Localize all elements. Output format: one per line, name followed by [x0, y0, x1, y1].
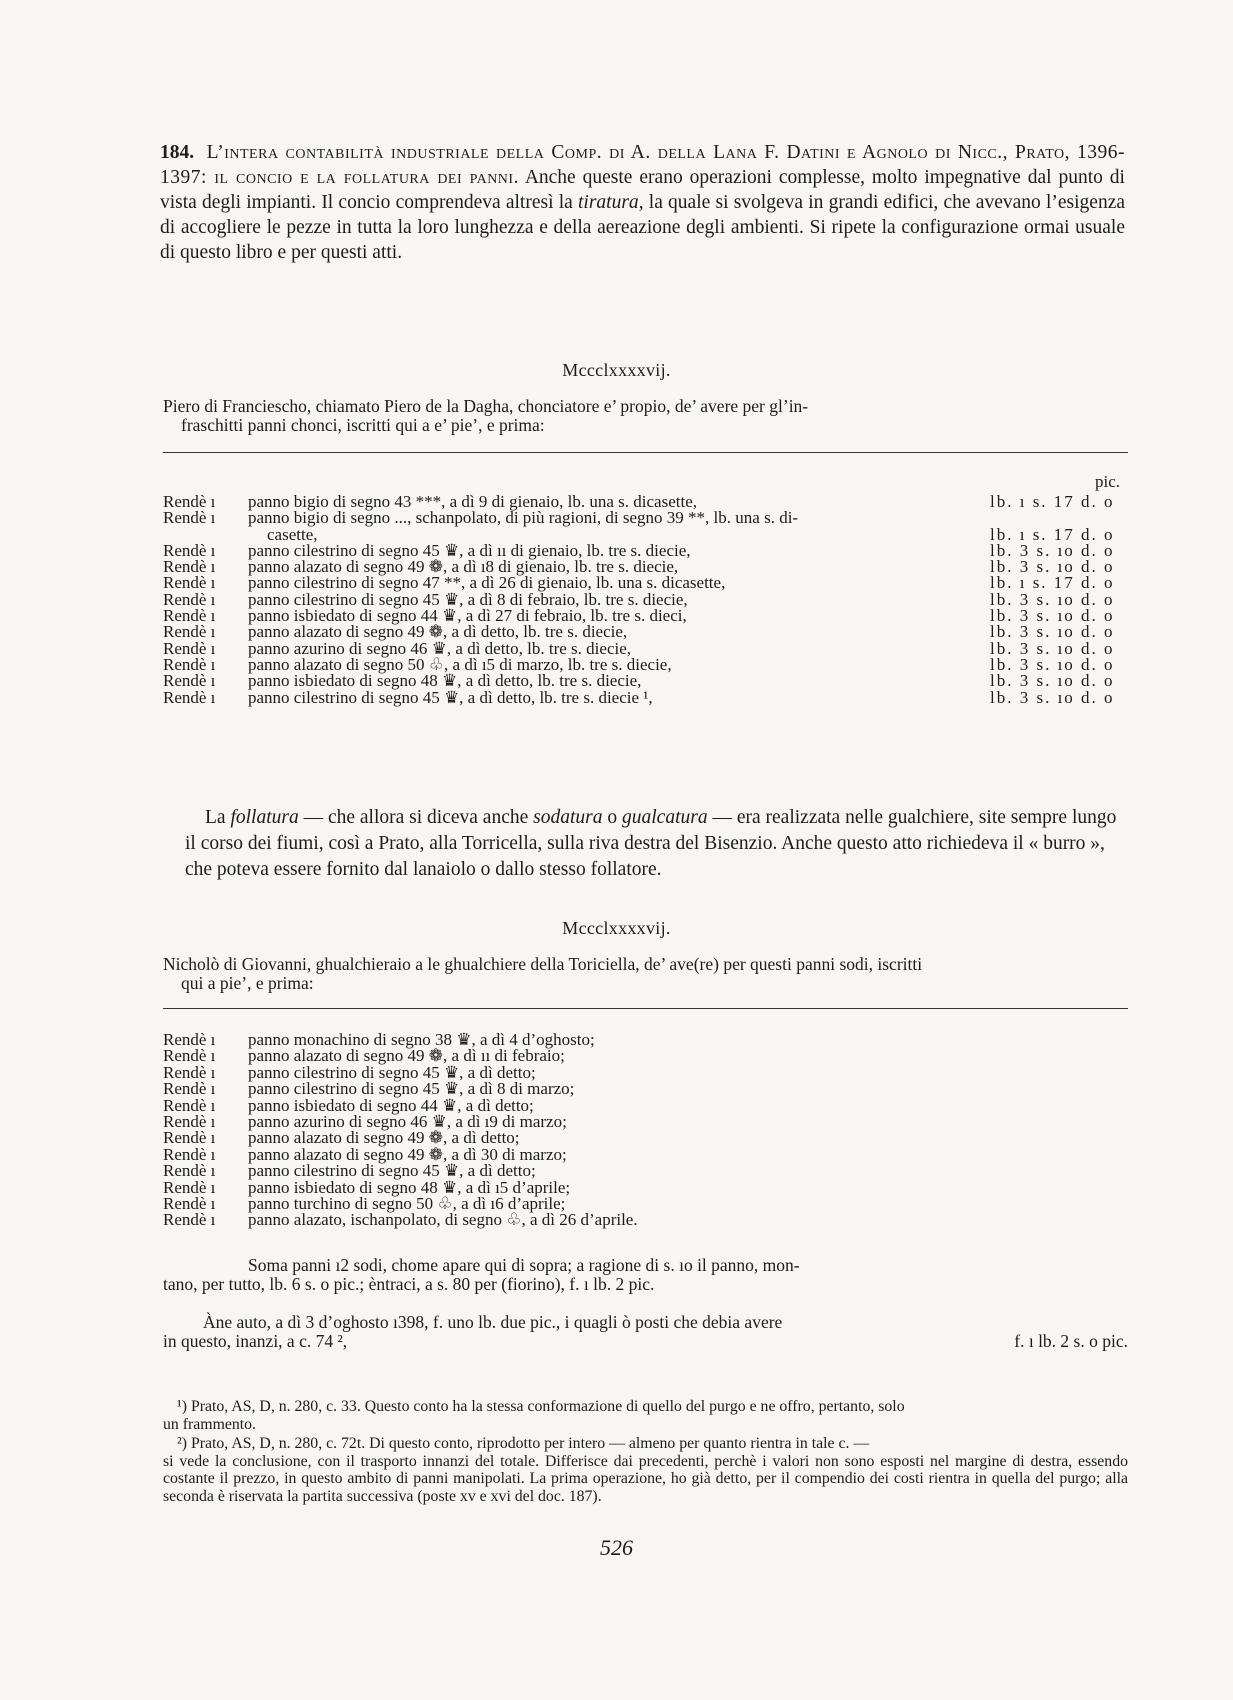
- row-label: Rendè ı: [163, 492, 216, 511]
- section1-intro-line1: Piero di Franciescho, chiamato Piero de la Dagha, chonciatore e’ propio, de’ avere per gl’in-: [163, 396, 809, 416]
- page-number: 526: [600, 1535, 633, 1560]
- row-label: Rendè ı: [163, 1030, 216, 1049]
- row-amount: lb. ı s. 17 d. o: [990, 573, 1115, 593]
- para-text: — era realizzata nelle gualchiere, site sempre lungo il corso dei fiumi, così a Prato, alla Torricella, sulla riva destra del Bisenzio. Anche questo atto richiedeva il « burro », che poteva essere fornito dal lanaiolo o dallo stesso follatore.: [185, 807, 1117, 880]
- footnote-1-line2: un frammento.: [163, 1415, 256, 1433]
- row-label: Rendè ı: [163, 1095, 216, 1115]
- row-label: Rendè ı: [163, 1161, 216, 1181]
- section1-intro-line2: fraschitti panni chonci, iscritti qui a e’ pie’, e prima:: [181, 415, 545, 435]
- row-text: panno alazato di segno 50 ♧, a dì ı5 di marzo, lb. tre s. diecie,: [248, 654, 672, 674]
- row-amount: lb. 3 s. ıo d. o: [990, 589, 1115, 609]
- row-label: Rendè ı: [163, 573, 216, 593]
- section2-year: Mccclxxxxvij.: [562, 918, 671, 938]
- row-amount: lb. ı s. 17 d. o: [990, 524, 1115, 544]
- row-text: panno alazato, ischanpolato, di segno ♧, a dì 26 d’aprile.: [248, 1210, 638, 1230]
- section1-divider: [163, 452, 1128, 453]
- row-text: casette,: [267, 524, 318, 544]
- row-text: panno isbiedato di segno 44 ♛, a dì 27 di febraio, lb. tre s. dieci,: [248, 606, 687, 626]
- row-text: panno turchino di segno 50 ♧, a dì ı6 d’aprile;: [248, 1193, 566, 1213]
- row-amount: lb. 3 s. ıo d. o: [990, 671, 1115, 691]
- row-amount: lb. 3 s. ıo d. o: [990, 540, 1115, 560]
- row-label: Rendè ı: [163, 1210, 216, 1230]
- row-text: panno alazato di segno 49 ❁, a dì ıı di febraio;: [248, 1046, 565, 1066]
- row-text: panno azurino di segno 46 ♛, a dì detto, lb. tre s. diecie,: [248, 638, 632, 658]
- document-number: 184.: [160, 142, 195, 163]
- row-text: panno azurino di segno 46 ♛, a dì ı9 di marzo;: [248, 1111, 567, 1131]
- row-text: panno isbiedato di segno 44 ♛, a dì detto;: [248, 1095, 534, 1115]
- footnote-2-rest: si vede la conclusione, con il trasporto innanzi del totale. Differisce dai precedenti, perchè i valori non sono esposti nel margine di destra, essendo costante il prezzo, in questo ambito di panni manipolati. La prima operazione, ho già detto, per il compendio dei costi rientra in quella del purgo; alla seconda è riservata la partita successiva (poste xv e xvi del doc. 187).: [163, 1452, 1128, 1505]
- row-label: Rendè ı: [163, 557, 216, 577]
- footnote-1: [163, 1398, 1128, 1433]
- row-label: Rendè ı: [163, 1193, 216, 1213]
- para-text: — che allora si diceva anche: [298, 807, 534, 828]
- row-label: Rendè ı: [163, 1111, 216, 1131]
- section2-intro-line2: qui a pie’, e prima:: [181, 973, 314, 993]
- ane-line2: in questo, inanzi, a c. 74 ²,: [163, 1331, 348, 1351]
- row-text: panno monachino di segno 38 ♛, a dì 4 d’oghosto;: [248, 1030, 595, 1049]
- footnotes: [163, 1398, 1128, 1507]
- heading-text-b: , la quale si svolgeva in grandi edifici, che avevano l’esigenza di accogliere le pezze in tutta la loro lunghezza e della aereazione degli ambienti. Si ripete la configurazione ormai usuale di questo libro e per questi atti.: [160, 192, 1125, 263]
- section2-intro: [163, 955, 1128, 993]
- row-label: Rendè ı: [163, 1046, 216, 1066]
- row-label: Rendè ı: [163, 1128, 216, 1148]
- pic-column-header: pic.: [1095, 472, 1121, 491]
- ane-line1: Àne auto, a dì 3 d’oghosto ı398, f. uno lb. due pic., i quagli ò posti che debia avere: [203, 1312, 783, 1332]
- document-heading: [160, 140, 1125, 265]
- soma-summary: [163, 1256, 1128, 1294]
- row-text: panno alazato di segno 49 ❁, a dì detto, lb. tre s. diecie,: [248, 622, 628, 642]
- ane-amount: f. ı lb. 2 s. o pic.: [1014, 1331, 1128, 1351]
- ledger-row: [163, 1212, 1128, 1228]
- document-title: L’intera contabilità industriale della Comp. di A. della Lana F. Datini e Agnolo di Nicc., Prato, 1396-1397: il concio e la follatura dei panni.: [160, 142, 1125, 188]
- follatura-paragraph: [185, 805, 1130, 883]
- row-text: panno alazato di segno 49 ❁, a dì detto;: [248, 1128, 520, 1148]
- row-amount: lb. 3 s. ıo d. o: [990, 557, 1115, 577]
- para-text: La: [205, 807, 231, 828]
- ledger-row: [163, 687, 1128, 707]
- row-label: Rendè ı: [163, 687, 216, 707]
- row-text: panno isbiedato di segno 48 ♛, a dì ı5 d’aprile;: [248, 1177, 571, 1197]
- row-text: panno cilestrino di segno 47 **, a dì 26 di gienaio, lb. una s. dicasette,: [248, 573, 726, 593]
- row-amount: lb. 3 s. ıo d. o: [990, 687, 1115, 707]
- footnote-2-line1: ²) Prato, AS, D, n. 280, c. 72t. Di questo conto, riprodotto per intero — almeno per quanto rientra in tale c. —: [177, 1435, 870, 1452]
- para-italic-term: follatura: [230, 807, 299, 828]
- row-text: panno alazato di segno 49 ❁, a dì ı8 di gienaio, lb. tre s. diecie,: [248, 557, 679, 577]
- row-label: Rendè ı: [163, 1177, 216, 1197]
- footnote-2: [163, 1435, 1128, 1505]
- row-text: panno cilestrino di segno 45 ♛, a dì 8 di febraio, lb. tre s. diecie,: [248, 589, 688, 609]
- row-label: Rendè ı: [163, 508, 216, 528]
- para-text: o: [602, 807, 623, 828]
- soma-line2: tano, per tutto, lb. 6 s. o pic.; èntraci, a s. 80 per (fiorino), f. ı lb. 2 pic.: [163, 1274, 655, 1294]
- row-label: Rendè ı: [163, 540, 216, 560]
- heading-text-a: Anche queste erano operazioni complesse, molto impegnative dal punto di vista degli impianti. Il concio comprendeva altresì la: [160, 167, 1125, 213]
- row-amount: lb. 3 s. ıo d. o: [990, 654, 1115, 674]
- section1-intro: [163, 397, 985, 435]
- row-label: Rendè ı: [163, 638, 216, 658]
- row-text: panno cilestrino di segno 45 ♛, a dì ıı di gienaio, lb. tre s. diecie,: [248, 540, 691, 560]
- row-text: panno cilestrino di segno 45 ♛, a dì detto;: [248, 1161, 536, 1181]
- para-italic-term: gualcatura: [622, 807, 708, 828]
- heading-italic: tiratura: [578, 192, 639, 213]
- section2-ledger: [163, 1032, 1128, 1229]
- row-text: panno alazato di segno 49 ❁, a dì 30 di marzo;: [248, 1144, 567, 1164]
- para-italic-term: sodatura: [533, 807, 603, 828]
- row-amount: lb. 3 s. ıo d. o: [990, 638, 1115, 658]
- row-label: Rendè ı: [163, 654, 216, 674]
- section1-year: Mccclxxxxvij.: [562, 360, 671, 380]
- row-label: Rendè ı: [163, 606, 216, 626]
- row-label: Rendè ı: [163, 1079, 216, 1099]
- footnote-1-line1: ¹) Prato, AS, D, n. 280, c. 33. Questo conto ha la stessa conformazione di quello del purgo e ne offro, pertanto, solo: [177, 1398, 905, 1415]
- section1-ledger: [163, 494, 1128, 706]
- soma-line1: Soma panni ı2 sodi, chome apare qui di sopra; a ragione di s. ıo il panno, mon-: [248, 1255, 800, 1275]
- row-text: panno cilestrino di segno 45 ♛, a dì detto, lb. tre s. diecie ¹,: [248, 687, 653, 707]
- ane-summary: [163, 1313, 1128, 1351]
- row-amount: lb. 3 s. ıo d. o: [990, 622, 1115, 642]
- row-label: Rendè ı: [163, 1062, 216, 1082]
- row-text: panno cilestrino di segno 45 ♛, a dì detto;: [248, 1062, 536, 1082]
- section2-intro-line1: Nicholò di Giovanni, ghualchieraio a le ghualchiere della Toriciella, de’ ave(re) per questi panni sodi, iscritti: [163, 954, 923, 974]
- row-label: Rendè ı: [163, 622, 216, 642]
- row-text: panno bigio di segno ..., schanpolato, di più ragioni, di segno 39 **, lb. una s. di-: [248, 508, 799, 528]
- row-amount: lb. 3 s. ıo d. o: [990, 606, 1115, 626]
- row-amount: lb. ı s. 17 d. o: [990, 492, 1115, 511]
- row-label: Rendè ı: [163, 1144, 216, 1164]
- section2-divider: [163, 1008, 1128, 1009]
- row-text: panno cilestrino di segno 45 ♛, a dì 8 di marzo;: [248, 1079, 575, 1099]
- row-label: Rendè ı: [163, 589, 216, 609]
- row-text: panno bigio di segno 43 ***, a dì 9 di gienaio, lb. una s. dicasette,: [248, 492, 698, 511]
- row-label: Rendè ı: [163, 671, 216, 691]
- row-text: panno isbiedato di segno 48 ♛, a dì detto, lb. tre s. diecie,: [248, 671, 642, 691]
